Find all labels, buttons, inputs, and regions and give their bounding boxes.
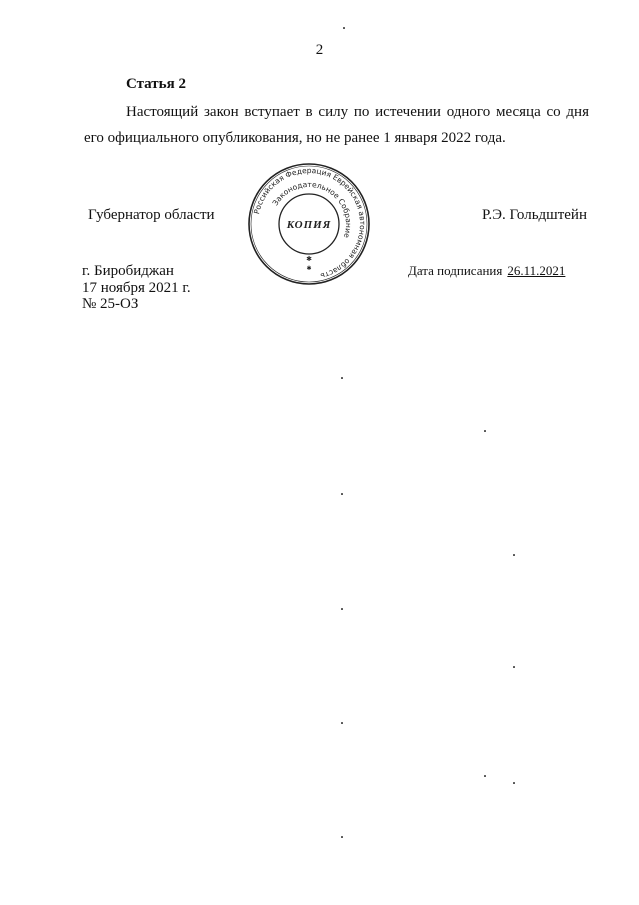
signing-date-value: 26.11.2021 [507, 263, 566, 278]
scan-speck [484, 430, 486, 432]
scan-speck [513, 782, 515, 784]
governor-title: Губернатор области [88, 207, 215, 223]
place-date-block [82, 263, 191, 313]
law-date: 17 ноября 2021 г. [82, 279, 191, 296]
signing-date-label: Дата подписания [408, 263, 503, 278]
article-paragraph [84, 99, 589, 151]
signing-date [408, 263, 565, 279]
law-number: № 25-ОЗ [82, 296, 139, 312]
scan-speck [341, 493, 343, 495]
scan-speck [341, 836, 343, 838]
scan-speck [341, 722, 343, 724]
scan-speck [343, 27, 345, 29]
seal-outer-ring-text: Российская Федерация Еврейская автономная область [252, 165, 368, 281]
article-text-line-1: Настоящий закон вступает в силу по истечении одного месяца со дня [126, 104, 589, 120]
article-text-line-2: его официального опубликования, но не ранее 1 января 2022 года. [84, 130, 506, 146]
seal-inner-ring-text: Законодательное Собрание [270, 179, 354, 240]
scan-speck [341, 608, 343, 610]
scan-speck [484, 775, 486, 777]
scan-speck [513, 554, 515, 556]
governor-name: Р.Э. Гольдштейн [481, 207, 587, 223]
scan-speck [341, 377, 343, 379]
official-seal-stamp [246, 161, 372, 287]
article-title: Статья 2 [126, 76, 186, 92]
page-number: 2 [315, 42, 324, 58]
seal-star-bottom-2: ✱ [306, 265, 312, 272]
city: г. Биробиджан [82, 263, 174, 279]
scan-speck [513, 666, 515, 668]
seal-star-bottom: ✱ [306, 255, 312, 263]
seal-center-text: КОПИЯ [286, 219, 332, 231]
